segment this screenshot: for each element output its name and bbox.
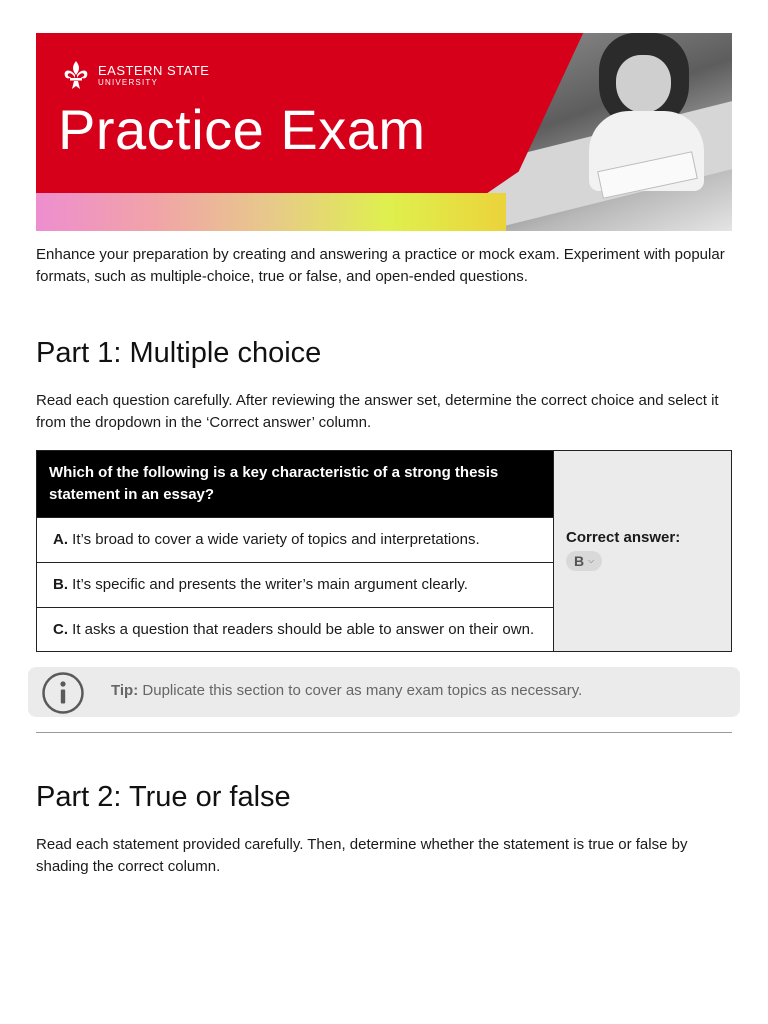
intro-text: Enhance your preparation by creating and answering a practice or mock exam. Experiment with popular formats, such as multiple-choice, true or false, and open-ended questions. (36, 246, 725, 285)
tip-body: Duplicate this section to cover as many exam topics as necessary. (142, 682, 583, 699)
tip-box (28, 667, 740, 717)
university-logo (62, 60, 209, 90)
option-text: It’s broad to cover a wide variety of topics and interpretations. (72, 531, 480, 548)
option-letter: C. (53, 621, 68, 638)
option-text: It’s specific and presents the writer’s main argument clearly. (72, 576, 468, 593)
correct-answer-label: Correct answer: (566, 529, 681, 546)
student-photo (484, 33, 732, 231)
part2-description: Read each statement provided carefully. Then, determine whether the statement is true or false by shading the correct column. (36, 836, 688, 875)
section-divider (36, 732, 732, 733)
logo-name: EASTERN STATE (98, 62, 210, 78)
option-letter: A. (53, 531, 68, 548)
page-title: Practice Exam (58, 98, 426, 161)
part2-title: Part 2: True or false (36, 781, 291, 813)
info-icon (41, 671, 85, 715)
correct-answer-dropdown[interactable] (566, 551, 602, 571)
option-b (37, 562, 553, 607)
dropdown-value: B (574, 553, 585, 569)
header-banner (36, 33, 732, 231)
banner-gradient-strip (36, 193, 506, 231)
chevron-down-icon: ⌵ (588, 556, 595, 565)
option-a (37, 517, 553, 562)
fleur-de-lis-icon (62, 60, 90, 90)
correct-answer-cell (553, 451, 731, 651)
tip-label: Tip: (111, 682, 139, 699)
tip-text (111, 682, 582, 699)
question-text: Which of the following is a key characteristic of a strong thesis statement in an essay? (37, 451, 553, 517)
part1-description: Read each question carefully. After reviewing the answer set, determine the correct choice and select it from the dropdown in the ‘Correct answer’ column. (36, 392, 719, 431)
logo-subname: UNIVERSITY (98, 77, 159, 87)
multiple-choice-table (36, 450, 732, 652)
part1-title: Part 1: Multiple choice (36, 337, 322, 369)
option-text: It asks a question that readers should be able to answer on their own. (72, 621, 535, 638)
option-c (37, 607, 553, 652)
option-letter: B. (53, 576, 68, 593)
